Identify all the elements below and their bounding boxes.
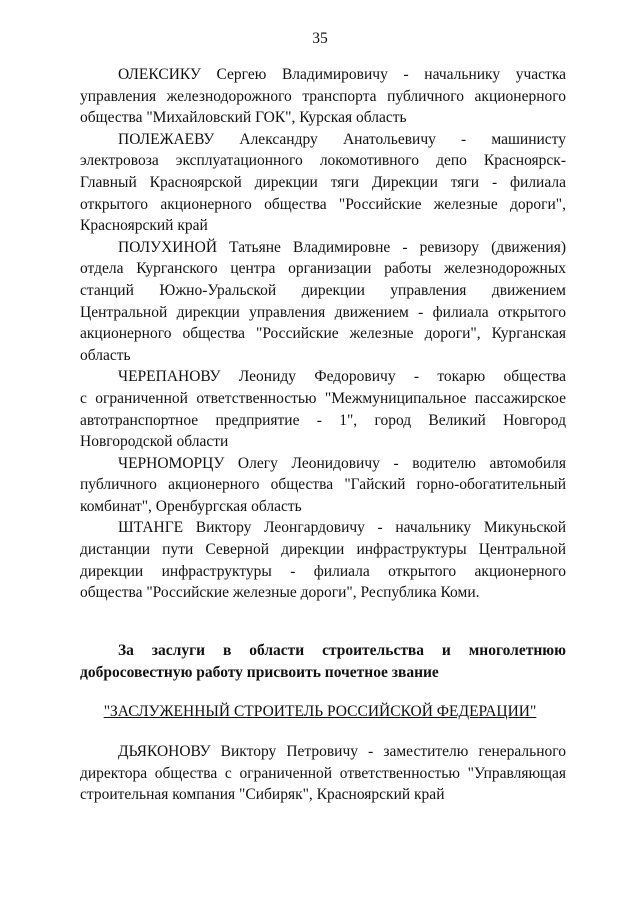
entry-line: Главный Красноярской дирекции тяги Дирекции тяги - филиала <box>80 173 566 191</box>
entry-line: электровоза эксплуатационного локомотивного депо Красноярск- <box>80 152 566 170</box>
recipient-entry-shtange <box>80 517 566 603</box>
entry-line: ОЛЕКСИКУ Сергею Владимировичу - начальнику участка <box>118 66 566 83</box>
recipient-entry-polukhina <box>80 237 566 367</box>
entry-line: управления железнодорожного транспорта публичного акционерного <box>80 87 566 105</box>
entry-line: станций Южно-Уральской дирекции управления движением <box>80 281 566 299</box>
award-lead-paragraph <box>80 640 566 683</box>
entry-line: акционерного общества "Российские железные дороги", Курганская <box>80 325 566 343</box>
entry-line: ЧЕРЕПАНОВУ Леониду Федоровичу - токарю общества <box>118 368 566 386</box>
entry-line: комбинат", Оренбургская область <box>80 497 302 515</box>
entry-line: ПОЛЕЖАЕВУ Александру Анатольевичу - машинисту <box>118 130 566 148</box>
entry-line: ЧЕРНОМОРЦУ Олегу Леонидовичу - водителю автомобиля <box>118 454 566 472</box>
entry-line: строительная компания "Сибиряк", Красноярский край <box>80 786 445 804</box>
entry-line: отдела Курганского центра организации работы железнодорожных <box>80 260 566 278</box>
entry-line: открытого акционерного общества "Российские железные дороги", <box>80 195 566 213</box>
entry-line: ДЬЯКОНОВУ Виктору Петровичу - заместителю генерального <box>118 743 566 760</box>
entry-line: Центральной дирекции управления движением - филиала открытого <box>80 303 566 321</box>
recipient-entry-cherepanov <box>80 366 566 452</box>
award-recipients-list <box>80 64 566 604</box>
lead-line: За заслуги в области строительства и многолетнюю <box>118 642 566 659</box>
page-number: 35 <box>312 30 328 47</box>
entry-line: дирекции инфраструктуры - филиала открытого акционерного <box>80 562 566 580</box>
entry-line: общества "Российские железные дороги", Республика Коми. <box>80 584 480 602</box>
recipient-entry-polezhaev <box>80 129 566 237</box>
entry-line: Новгородской области <box>80 433 229 451</box>
recipient-entry-chernomorets <box>80 453 566 518</box>
entry-line: с ограниченной ответственностью "Межмуниципальное пассажирское <box>80 389 566 407</box>
entry-line: ПОЛУХИНОЙ Татьяне Владимировне - ревизору (движения) <box>118 238 566 256</box>
entry-line: ШТАНГЕ Виктору Леонгардовичу - начальнику Микуньской <box>118 519 566 537</box>
lead-line: добросовестную работу присвоить почетное звание <box>80 663 439 681</box>
entry-line: область <box>80 346 131 364</box>
entry-line: общества "Михайловский ГОК", Курская область <box>80 109 407 127</box>
entry-line: публичного акционерного общества "Гайский горно-обогатительный <box>80 476 566 494</box>
recipient-entry-oleksik <box>80 64 566 129</box>
entry-line: автотранспортное предприятие - 1", город Великий Новгород <box>80 411 566 429</box>
award-title-text: "ЗАСЛУЖЕННЫЙ СТРОИТЕЛЬ РОССИЙСКОЙ ФЕДЕРАЦИИ" <box>103 703 537 720</box>
entry-line: директора общества с ограниченной ответственностью "Управляющая <box>80 764 566 782</box>
recipient-entry-dyakonov <box>80 741 566 806</box>
award-title <box>0 703 640 721</box>
entry-line: Красноярский край <box>80 217 208 235</box>
entry-line: дистанции пути Северной дирекции инфраструктуры Центральной <box>80 541 566 559</box>
